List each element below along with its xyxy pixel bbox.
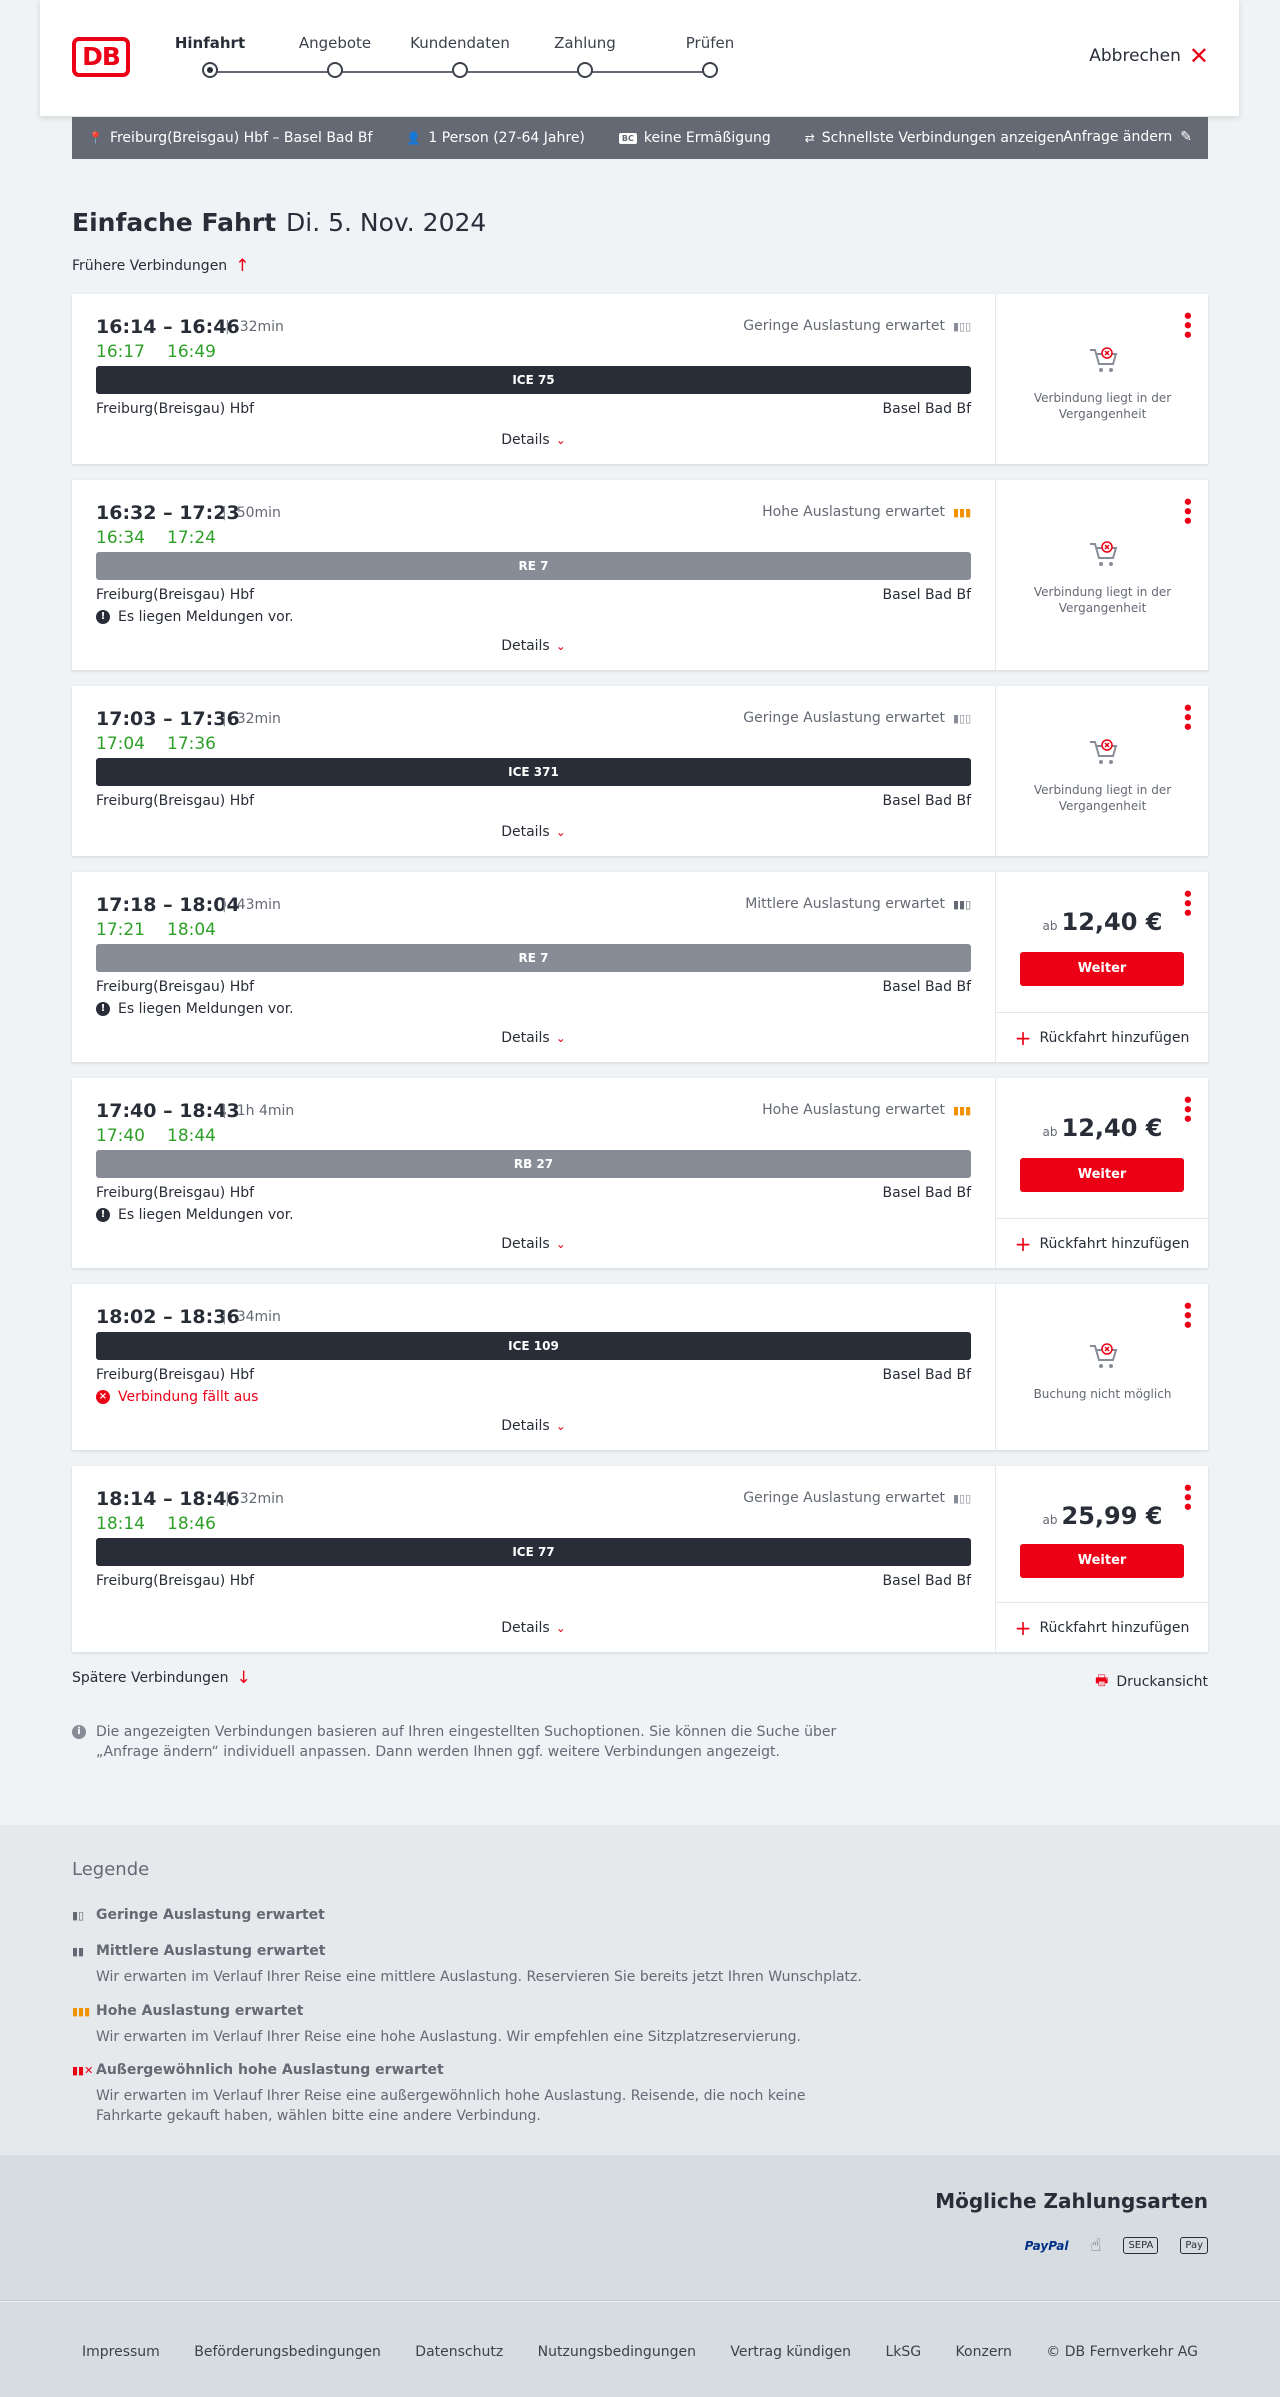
connection-card xyxy=(72,686,1208,856)
notice-text: Es liegen Meldungen vor. xyxy=(118,609,294,625)
realtime-departure: 18:14 xyxy=(96,1514,145,1534)
duration: | 43min xyxy=(222,897,281,913)
option-summary[interactable] xyxy=(805,130,1064,146)
apple-pay-label: Pay xyxy=(1185,2240,1203,2251)
chevron-down-icon: ⌄ xyxy=(555,1237,566,1251)
scheduled-time: 17:40 – 18:43 xyxy=(96,1100,240,1122)
step-pruefen xyxy=(640,34,780,54)
connection-info[interactable] xyxy=(72,480,995,670)
plus-icon: + xyxy=(1014,1025,1032,1050)
occupancy-info xyxy=(743,710,971,726)
details-label: Details xyxy=(501,1236,550,1252)
print-label: Druckansicht xyxy=(1116,1674,1208,1690)
info-icon: i xyxy=(72,1725,86,1739)
route-summary[interactable] xyxy=(88,130,372,146)
cart-unavailable-icon xyxy=(1088,738,1118,766)
legend-item-description: Wir erwarten im Verlauf Ihrer Reise eine mittlere Auslastung. Reservieren Sie bereits jetzt Ihren Wunschplatz. xyxy=(96,1969,862,1985)
booking-status: Verbindung liegt in der Vergangenheit xyxy=(1033,391,1172,421)
sepa-icon: SEPA xyxy=(1123,2237,1158,2254)
chevron-down-icon: ⌄ xyxy=(555,433,566,447)
realtime xyxy=(96,734,238,754)
person-icon: 👤 xyxy=(406,131,422,145)
print-view-link[interactable] xyxy=(1095,1670,1208,1694)
offer-panel xyxy=(995,1078,1208,1268)
legend-item xyxy=(72,1943,872,1987)
train-line-bar: RE 7 xyxy=(96,552,971,580)
footer-link-vertrag-kuendigen[interactable]: Vertrag kündigen xyxy=(730,2344,851,2360)
occupancy-label: Geringe Auslastung erwartet xyxy=(743,1490,945,1506)
footer-link-konzern[interactable]: Konzern xyxy=(955,2344,1012,2360)
travellers-summary[interactable] xyxy=(406,130,585,146)
pencil-icon: ✎ xyxy=(1180,129,1192,145)
scheduled-time: 16:14 – 16:46 xyxy=(96,316,240,338)
connection-card xyxy=(72,1284,1208,1450)
connection-info[interactable] xyxy=(72,1284,995,1450)
route-text: Freiburg(Breisgau) Hbf – Basel Bad Bf xyxy=(109,130,373,146)
notice-text: Es liegen Meldungen vor. xyxy=(118,1001,294,1017)
discount-summary[interactable] xyxy=(619,130,771,146)
details-toggle[interactable] xyxy=(72,1418,995,1434)
realtime-arrival: 18:44 xyxy=(167,1126,216,1146)
later-label: Spätere Verbindungen xyxy=(72,1670,229,1686)
step-label: Angebote xyxy=(298,34,372,52)
payment-methods xyxy=(0,2155,1280,2301)
legend-item-description: Wir erwarten im Verlauf Ihrer Reise eine hohe Auslastung. Wir empfehlen eine Sitzplatzreservierung. xyxy=(96,2029,801,2045)
scheduled-time: 17:03 – 17:36 xyxy=(96,708,240,730)
destination-station: Basel Bad Bf xyxy=(882,793,971,809)
step-kundendaten xyxy=(390,34,530,54)
legend-item xyxy=(72,2003,872,2047)
continue-button[interactable]: Weiter xyxy=(1020,1158,1184,1192)
swap-arrows-icon: ⇄ xyxy=(804,131,815,145)
arrow-up-icon: ↑ xyxy=(235,256,250,276)
details-label: Details xyxy=(501,432,550,448)
realtime xyxy=(96,920,238,940)
origin-station: Freiburg(Breisgau) Hbf xyxy=(96,1185,255,1201)
booking-status: Verbindung liegt in der Vergangenheit xyxy=(1033,585,1172,615)
footer-link-datenschutz[interactable]: Datenschutz xyxy=(415,2344,504,2360)
paypal-logo: PayPal xyxy=(1024,2238,1069,2253)
scheduled-time: 18:02 – 18:36 xyxy=(96,1306,240,1328)
close-icon: ✕ xyxy=(1188,42,1209,70)
realtime-arrival: 18:46 xyxy=(167,1514,216,1534)
add-return-label: Rückfahrt hinzufügen xyxy=(1039,1235,1190,1252)
disruption-notice xyxy=(96,609,294,625)
origin-station: Freiburg(Breisgau) Hbf xyxy=(96,401,255,417)
details-toggle[interactable] xyxy=(72,1030,995,1046)
destination-station: Basel Bad Bf xyxy=(882,1367,971,1383)
booking-status: Verbindung liegt in der Vergangenheit xyxy=(1033,783,1172,813)
more-options-icon[interactable]: ••• xyxy=(1176,496,1197,525)
occupancy-high-icon: ▮▮▮ xyxy=(953,506,972,519)
cart-unavailable-icon xyxy=(1088,540,1118,568)
cancel-circle-icon: × xyxy=(96,1390,110,1404)
connection-card xyxy=(72,480,1208,670)
search-summary-bar xyxy=(72,117,1208,159)
scheduled-time: 18:14 – 18:46 xyxy=(96,1488,240,1510)
details-label: Details xyxy=(501,638,550,654)
details-label: Details xyxy=(501,1030,550,1046)
step-zahlung xyxy=(515,34,655,54)
legend-item-title: Mittlere Auslastung erwartet xyxy=(96,1943,326,1959)
cart-unavailable-icon xyxy=(1088,1342,1118,1370)
change-request-button[interactable] xyxy=(1063,129,1192,145)
destination-station: Basel Bad Bf xyxy=(882,1573,971,1589)
search-info-note xyxy=(72,1722,852,1762)
realtime-departure: 16:34 xyxy=(96,528,145,548)
occupancy-info xyxy=(745,896,971,912)
step-label: Hinfahrt xyxy=(174,34,246,52)
chevron-down-icon: ⌄ xyxy=(555,1419,566,1433)
legend-item-title: Geringe Auslastung erwartet xyxy=(96,1907,325,1923)
connection-info[interactable] xyxy=(72,294,995,464)
credit-card-hand-icon: ☝ xyxy=(1090,2235,1102,2256)
duration: | 32min xyxy=(225,319,284,335)
legend-item-title: Außergewöhnlich hohe Auslastung erwartet xyxy=(96,2062,444,2078)
occupancy-label: Geringe Auslastung erwartet xyxy=(743,710,945,726)
destination-station: Basel Bad Bf xyxy=(882,1185,971,1201)
chevron-down-icon: ⌄ xyxy=(555,1031,566,1045)
notice-text: Verbindung fällt aus xyxy=(118,1389,259,1405)
details-toggle[interactable] xyxy=(72,638,995,654)
destination-station: Basel Bad Bf xyxy=(882,587,971,603)
travellers-text: 1 Person (27-64 Jahre) xyxy=(428,130,585,146)
footer-link-impressum[interactable]: Impressum xyxy=(82,2344,160,2360)
cancellation-notice xyxy=(96,1389,258,1405)
price xyxy=(996,1502,1209,1530)
duration: | 34min xyxy=(222,1309,281,1325)
more-options-icon[interactable]: ••• xyxy=(1176,888,1197,917)
realtime xyxy=(96,1514,238,1534)
change-request-label: Anfrage ändern xyxy=(1063,129,1173,145)
legend-item xyxy=(72,2062,872,2126)
realtime-arrival: 16:49 xyxy=(167,342,216,362)
connection-info[interactable] xyxy=(72,1466,995,1652)
earlier-label: Frühere Verbindungen xyxy=(72,258,228,274)
chevron-down-icon: ⌄ xyxy=(555,1621,566,1635)
chevron-down-icon: ⌄ xyxy=(555,825,566,839)
legend-item-description: Wir erwarten im Verlauf Ihrer Reise eine außergewöhnlich hohe Auslastung. Reisende, die noch keine Fahrkarte gekauft haben, wählen bitte eine andere Verbindung. xyxy=(96,2088,806,2124)
price-value: 12,40 € xyxy=(1061,908,1163,936)
occupancy-medium-icon: ▮▮ xyxy=(72,1945,85,1958)
price-prefix: ab xyxy=(1042,1125,1058,1139)
occupancy-high-icon: ▮▮▮ xyxy=(72,2005,91,2018)
info-text: Die angezeigten Verbindungen basieren auf Ihren eingestellten Suchoptionen. Sie können die Suche über „Anfrage ändern“ individuell anpassen. Dann werden Ihnen ggf. weitere Verbindungen angezeigt. xyxy=(96,1724,837,1760)
connection-card xyxy=(72,872,1208,1062)
apple-pay-icon xyxy=(1180,2237,1208,2254)
booking-status: Buchung nicht möglich xyxy=(1033,1387,1172,1401)
step-label: Prüfen xyxy=(685,34,735,52)
train-line-bar: ICE 75 xyxy=(96,366,971,394)
step-label: Kundendaten xyxy=(410,34,510,52)
occupancy-high-icon: ▮▮▮ xyxy=(953,1104,972,1117)
db-logo[interactable]: DB xyxy=(72,37,130,77)
duration: | 32min xyxy=(222,711,281,727)
offer-panel xyxy=(995,872,1208,1062)
realtime xyxy=(96,342,238,362)
details-label: Details xyxy=(501,824,550,840)
step-hinfahrt xyxy=(140,34,280,54)
footer-link-nutzungsbedingungen[interactable]: Nutzungsbedingungen xyxy=(537,2344,696,2360)
price-value: 12,40 € xyxy=(1061,1114,1163,1142)
details-label: Details xyxy=(501,1418,550,1434)
origin-station: Freiburg(Breisgau) Hbf xyxy=(96,979,255,995)
earlier-connections-link[interactable] xyxy=(72,258,249,274)
duration: | 32min xyxy=(225,1491,284,1507)
occupancy-label: Hohe Auslastung erwartet xyxy=(762,1102,945,1118)
disruption-notice xyxy=(96,1001,294,1017)
add-return-label: Rückfahrt hinzufügen xyxy=(1039,1619,1190,1636)
offer-panel xyxy=(995,1466,1208,1652)
legend-item-title: Hohe Auslastung erwartet xyxy=(96,2003,304,2019)
footer-link-befoerderungsbedingungen[interactable]: Beförderungsbedingungen xyxy=(194,2344,381,2360)
realtime-departure: 17:21 xyxy=(96,920,145,940)
payments-title: Mögliche Zahlungsarten xyxy=(935,2189,1208,2213)
occupancy-low-icon: ▮▯ xyxy=(72,1909,85,1922)
origin-station: Freiburg(Breisgau) Hbf xyxy=(96,793,255,809)
cancel-label: Abbrechen xyxy=(1089,46,1181,66)
price xyxy=(996,908,1209,936)
destination-station: Basel Bad Bf xyxy=(882,401,971,417)
trip-type: Einfache Fahrt xyxy=(72,208,277,237)
connection-info[interactable] xyxy=(72,686,995,856)
occupancy-info xyxy=(743,318,971,334)
more-options-icon[interactable]: ••• xyxy=(1176,1094,1197,1123)
cart-unavailable-icon xyxy=(1088,346,1118,374)
cancel-button[interactable] xyxy=(1089,42,1209,70)
page-title xyxy=(72,208,486,237)
occupancy-legend xyxy=(0,1825,1280,2155)
origin-station: Freiburg(Breisgau) Hbf xyxy=(96,1367,255,1383)
payment-icons xyxy=(1025,2235,1208,2256)
offer-panel xyxy=(995,1284,1208,1450)
disruption-notice xyxy=(96,1207,294,1223)
occupancy-info xyxy=(762,1102,971,1118)
plus-icon: + xyxy=(1014,1231,1032,1256)
footer xyxy=(0,2302,1280,2397)
more-options-icon[interactable]: ••• xyxy=(1176,310,1197,339)
occupancy-label: Geringe Auslastung erwartet xyxy=(743,318,945,334)
realtime-departure: 17:40 xyxy=(96,1126,145,1146)
more-options-icon[interactable]: ••• xyxy=(1176,1482,1197,1511)
price-prefix: ab xyxy=(1042,919,1058,933)
details-toggle[interactable] xyxy=(72,1620,995,1636)
step-dot xyxy=(452,62,468,78)
occupancy-low-icon: ▮▯▯ xyxy=(953,320,972,333)
more-options-icon[interactable]: ••• xyxy=(1176,1300,1197,1329)
location-pin-icon: 📍 xyxy=(88,131,103,145)
alert-icon: ! xyxy=(96,1002,110,1016)
step-dot xyxy=(702,62,718,78)
destination-station: Basel Bad Bf xyxy=(882,979,971,995)
header xyxy=(40,0,1239,116)
duration: | 50min xyxy=(222,505,281,521)
add-return-label: Rückfahrt hinzufügen xyxy=(1039,1029,1190,1046)
realtime-arrival: 17:36 xyxy=(167,734,216,754)
details-label: Details xyxy=(501,1620,550,1636)
connection-info[interactable] xyxy=(72,1078,995,1268)
legend-item xyxy=(72,1907,872,1923)
realtime xyxy=(96,1126,238,1146)
scheduled-time: 17:18 – 18:04 xyxy=(96,894,240,916)
option-text: Schnellste Verbindungen anzeigen xyxy=(821,130,1065,146)
price-prefix: ab xyxy=(1042,1513,1058,1527)
alert-icon: ! xyxy=(96,610,110,624)
legend-title: Legende xyxy=(72,1859,150,1880)
realtime-departure: 16:17 xyxy=(96,342,145,362)
realtime-arrival: 17:24 xyxy=(167,528,216,548)
occupancy-label: Hohe Auslastung erwartet xyxy=(762,504,945,520)
footer-copyright: © DB Fernverkehr AG xyxy=(1046,2344,1198,2360)
connection-info[interactable] xyxy=(72,872,995,1062)
train-line-bar: RE 7 xyxy=(96,944,971,972)
later-connections-link[interactable] xyxy=(72,1670,251,1686)
connection-card xyxy=(72,1078,1208,1268)
add-return-button[interactable] xyxy=(996,1012,1208,1062)
progress-stepper xyxy=(140,0,780,116)
offer-panel xyxy=(995,686,1208,856)
train-line-bar: ICE 77 xyxy=(96,1538,971,1566)
trip-date: Di. 5. Nov. 2024 xyxy=(286,208,487,237)
price-value: 25,99 € xyxy=(1061,1502,1163,1530)
add-return-button[interactable] xyxy=(996,1602,1208,1652)
chevron-down-icon: ⌄ xyxy=(555,639,566,653)
arrow-down-icon: ↓ xyxy=(236,1668,251,1688)
step-angebote xyxy=(265,34,405,54)
occupancy-low-icon: ▮▯▯ xyxy=(953,1492,972,1505)
train-line-bar: RB 27 xyxy=(96,1150,971,1178)
realtime-departure: 17:04 xyxy=(96,734,145,754)
occupancy-info xyxy=(762,504,971,520)
details-toggle[interactable] xyxy=(72,824,995,840)
continue-button[interactable]: Weiter xyxy=(1020,952,1184,986)
step-label: Zahlung xyxy=(554,34,616,52)
price xyxy=(996,1114,1209,1142)
occupancy-low-icon: ▮▯▯ xyxy=(953,712,972,725)
step-dot xyxy=(577,62,593,78)
offer-panel xyxy=(995,294,1208,464)
notice-text: Es liegen Meldungen vor. xyxy=(118,1207,294,1223)
occupancy-label: Mittlere Auslastung erwartet xyxy=(745,896,945,912)
scheduled-time: 16:32 – 17:23 xyxy=(96,502,240,524)
continue-button[interactable]: Weiter xyxy=(1020,1544,1184,1578)
train-line-bar: ICE 371 xyxy=(96,758,971,786)
bahncard-icon: BC xyxy=(619,133,637,144)
realtime xyxy=(96,528,238,548)
realtime-arrival: 18:04 xyxy=(167,920,216,940)
details-toggle[interactable] xyxy=(72,1236,995,1252)
discount-text: keine Ermäßigung xyxy=(643,130,771,146)
duration: | 1h 4min xyxy=(222,1103,294,1119)
details-toggle[interactable] xyxy=(72,432,995,448)
occupancy-medium-icon: ▮▮▯ xyxy=(953,898,972,911)
more-options-icon[interactable]: ••• xyxy=(1176,702,1197,731)
alert-icon: ! xyxy=(96,1208,110,1222)
step-dot xyxy=(327,62,343,78)
origin-station: Freiburg(Breisgau) Hbf xyxy=(96,587,255,603)
plus-icon: + xyxy=(1014,1615,1032,1640)
footer-links xyxy=(0,2344,1280,2360)
footer-link-lksg[interactable]: LkSG xyxy=(885,2344,922,2360)
train-line-bar: ICE 109 xyxy=(96,1332,971,1360)
connection-card xyxy=(72,1466,1208,1652)
occupancy-info xyxy=(743,1490,971,1506)
connection-card xyxy=(72,294,1208,464)
origin-station: Freiburg(Breisgau) Hbf xyxy=(96,1573,255,1589)
occupancy-extreme-icon: ▮▮✕ xyxy=(72,2064,94,2077)
add-return-button[interactable] xyxy=(996,1218,1208,1268)
printer-icon: 🖶 xyxy=(1095,1673,1109,1689)
step-dot-current xyxy=(202,62,218,78)
offer-panel xyxy=(995,480,1208,670)
